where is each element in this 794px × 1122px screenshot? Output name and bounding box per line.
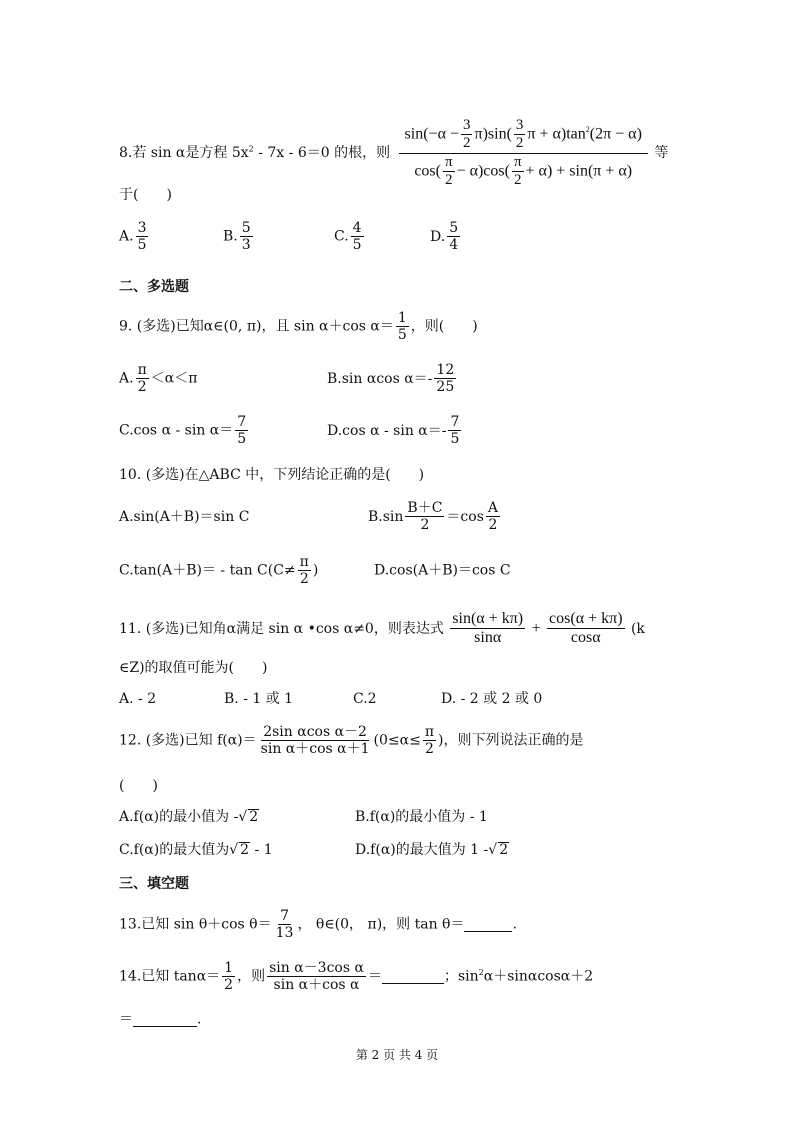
q13-answer-blank[interactable]	[464, 917, 512, 932]
q9-option-a: A. $\frac{\pi}{2}$ ＜α＜π	[119, 362, 198, 396]
q12-option-b: B.f(α)的最小值为 - 1	[355, 809, 488, 826]
question-9: 9. (多选)已知α∈(0, π)，且 sin α＋cos α＝ $\frac{1}{5}$ ，则( )	[119, 310, 478, 344]
q9-option-c: C.cos α - sin α＝ $\frac{7}{5}$	[119, 414, 247, 448]
q14-continuation: ＝ .	[119, 1011, 202, 1028]
q10-option-a: A.sin(A＋B)＝sin C	[119, 508, 250, 525]
q12-options-ab	[119, 809, 488, 825]
q8-option-d: D. $\frac{5}{4}$	[430, 220, 459, 254]
q8-option-b: B. $\frac{5}{3}$	[223, 220, 251, 254]
question-10: 10. (多选)在△ABC 中，下列结论正确的是( )	[119, 467, 425, 483]
q9-options-ab	[119, 362, 458, 395]
q12-option-a: A.f(α)的最小值为 -√ 2	[119, 809, 259, 826]
question-12: 12. (多选)已知 f(α)＝ $\frac{\text{2sin αcos α－2}}{\text{sin α＋cos α＋1}}$ (0≤α≤ $\frac{\pi}{2}$ )，则下列说法正确的是	[119, 724, 584, 758]
q9-option-d: D.cos α - sin α＝- $\frac{7}{5}$	[327, 414, 460, 448]
q9-options-cd	[119, 414, 463, 447]
section-heading-fill-in: 三、填空题	[119, 876, 189, 892]
q8-text: 8.若 sin α是方程 $5x^2 - 7x - 6=0$ 的根，则	[119, 144, 391, 162]
q8-continuation: 于( )	[119, 187, 172, 203]
q11-option-c: C.2	[353, 691, 377, 707]
question-13: 13.已知 sin θ＋cos θ＝ $\frac{7}{13}$ ， θ∈(0， π)，则 tan θ＝ .	[119, 908, 517, 942]
q12-continuation: ( )	[119, 778, 158, 794]
q11-continuation: ∈Z)的取值可能为( )	[119, 660, 268, 676]
q8-options	[119, 220, 462, 253]
question-11: 11. (多选)已知角α满足 sin α •cos α≠0，则表达式 $\frac{\sin(\alpha + k\pi)}{\sin\alpha}$ + $\frac{\cos(\alpha + k\pi)}{\cos\alpha}$ (k	[119, 610, 645, 647]
page-footer: 第 2 页 共 4 页	[355, 1048, 439, 1062]
q11-option-d: D. - 2 或 2 或 0	[441, 691, 543, 707]
q12-options-cd	[119, 842, 509, 858]
q12-option-d: D.f(α)的最大值为 1 -√ 2	[355, 842, 509, 859]
q9-option-b: B.sin αcos α＝- $\frac{12}{25}$	[327, 362, 455, 396]
q10-option-d: D.cos(A＋B)＝cos C	[374, 562, 511, 579]
q11-option-a: A. - 2	[119, 691, 157, 707]
q14-answer-blank-1[interactable]	[382, 969, 444, 984]
q10-option-c: C.tan(A＋B)＝ - tan C(C≠ $\frac{\pi}{2}$ )	[119, 554, 319, 588]
q10-options-ab	[119, 500, 502, 533]
q10-options-cd	[119, 554, 511, 587]
q8-option-a: A. $\frac{3}{5}$	[119, 220, 147, 254]
q12-option-c: C.f(α)的最大值为√ 2 - 1	[119, 842, 273, 859]
q8-option-c: C. $\frac{4}{5}$	[334, 220, 362, 254]
q14-answer-blank-2[interactable]	[133, 1012, 197, 1027]
q10-option-b: B.sin $\frac{B+C}{2}$ ＝cos $\frac{A}{2}$	[368, 500, 499, 534]
q11-options	[119, 692, 542, 706]
question-14: 14.已知 tanα＝ $\frac{1}{2}$ ，则 $\frac{\text{sin α－3cos α}}{\text{sin α＋cos α}}$ ＝ ；$\sin^2\alpha+\sin\alpha\cos\alpha+2$	[119, 960, 594, 994]
question-8: 8.若 sin α是方程 $5x^2 - 7x - 6=0$ 的根，则 sin(−α − $\frac{3}{2}$ π)sin( $\frac{3}{2}$ $\pi + \alpha)\tan^2(2\pi - \alpha)$ cos( $\frac{\pi}{2}$ − α)cos( $\frac{\pi}{2}$ + α) + sin(π + α) 等	[119, 117, 669, 188]
q8-expression: sin(−α − $\frac{3}{2}$ π)sin( $\frac{3}{2}$ $\pi + \alpha)\tan^2(2\pi - \alpha)$ cos( $\frac{\pi}{2}$ − α)cos( $\frac{\pi}{2}$ + α) + sin(π + α)	[399, 117, 648, 189]
section-heading-multiple-choice: 二、多选题	[119, 279, 189, 295]
q11-option-b: B. - 1 或 1	[224, 691, 294, 707]
